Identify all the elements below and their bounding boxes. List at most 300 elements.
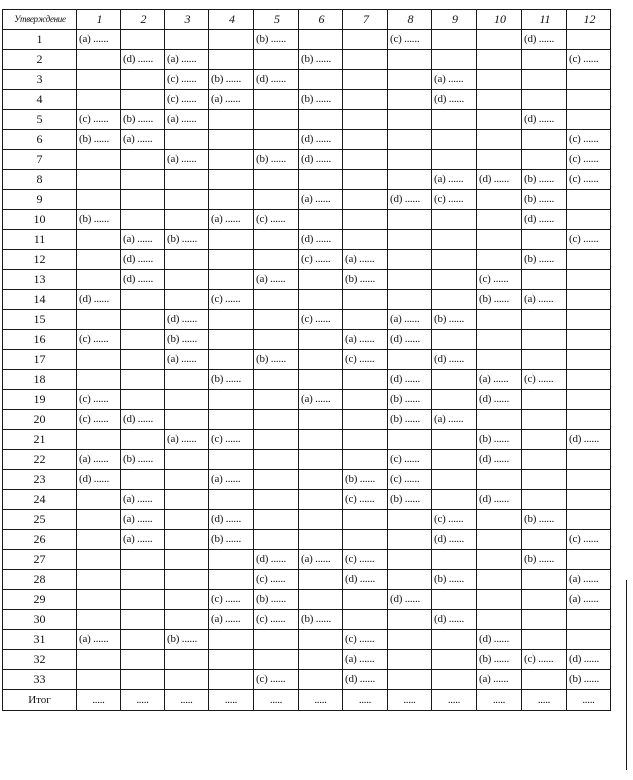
answer-cell[interactable] <box>165 190 209 210</box>
answer-cell[interactable] <box>121 290 165 310</box>
answer-cell[interactable] <box>567 250 611 270</box>
answer-cell[interactable] <box>477 490 522 510</box>
answer-cell[interactable] <box>567 430 611 450</box>
answer-cell[interactable] <box>165 610 209 630</box>
answer-cell[interactable] <box>388 350 432 370</box>
answer-cell[interactable] <box>121 170 165 190</box>
answer-cell[interactable] <box>165 310 209 330</box>
answer-cell[interactable] <box>522 210 567 230</box>
answer-cell[interactable] <box>299 70 343 90</box>
answer-cell[interactable] <box>432 410 477 430</box>
answer-cell[interactable] <box>121 50 165 70</box>
answer-cell[interactable] <box>299 290 343 310</box>
answer-cell[interactable] <box>477 550 522 570</box>
answer-cell[interactable] <box>121 110 165 130</box>
answer-cell[interactable] <box>77 590 121 610</box>
total-cell[interactable] <box>165 690 209 711</box>
answer-cell[interactable] <box>299 310 343 330</box>
answer-cell[interactable] <box>567 290 611 310</box>
answer-cell[interactable] <box>165 350 209 370</box>
answer-cell[interactable] <box>343 670 388 690</box>
answer-cell[interactable] <box>299 130 343 150</box>
answer-cell[interactable] <box>165 430 209 450</box>
answer-cell[interactable] <box>209 490 254 510</box>
answer-cell[interactable] <box>299 490 343 510</box>
answer-cell[interactable] <box>432 630 477 650</box>
answer-cell[interactable] <box>299 270 343 290</box>
answer-cell[interactable] <box>477 30 522 50</box>
answer-cell[interactable] <box>388 90 432 110</box>
answer-cell[interactable] <box>432 510 477 530</box>
answer-cell[interactable] <box>567 630 611 650</box>
answer-cell[interactable] <box>299 650 343 670</box>
answer-cell[interactable] <box>77 230 121 250</box>
answer-cell[interactable] <box>121 210 165 230</box>
answer-cell[interactable] <box>432 590 477 610</box>
answer-cell[interactable] <box>343 570 388 590</box>
answer-cell[interactable] <box>121 670 165 690</box>
answer-cell[interactable] <box>522 470 567 490</box>
answer-cell[interactable] <box>121 590 165 610</box>
total-cell[interactable] <box>209 690 254 711</box>
answer-cell[interactable] <box>77 250 121 270</box>
answer-cell[interactable] <box>165 450 209 470</box>
answer-cell[interactable] <box>209 370 254 390</box>
answer-cell[interactable] <box>209 90 254 110</box>
answer-cell[interactable] <box>165 410 209 430</box>
answer-cell[interactable] <box>165 470 209 490</box>
answer-cell[interactable] <box>121 430 165 450</box>
answer-cell[interactable] <box>77 50 121 70</box>
answer-cell[interactable] <box>77 450 121 470</box>
answer-cell[interactable] <box>254 50 299 70</box>
answer-cell[interactable] <box>522 670 567 690</box>
answer-cell[interactable] <box>522 290 567 310</box>
answer-cell[interactable] <box>121 450 165 470</box>
answer-cell[interactable] <box>343 330 388 350</box>
answer-cell[interactable] <box>209 130 254 150</box>
answer-cell[interactable] <box>77 490 121 510</box>
answer-cell[interactable] <box>121 330 165 350</box>
answer-cell[interactable] <box>209 610 254 630</box>
answer-cell[interactable] <box>522 430 567 450</box>
answer-cell[interactable] <box>522 550 567 570</box>
answer-cell[interactable] <box>567 130 611 150</box>
answer-cell[interactable] <box>209 310 254 330</box>
answer-cell[interactable] <box>121 270 165 290</box>
answer-cell[interactable] <box>209 190 254 210</box>
answer-cell[interactable] <box>567 650 611 670</box>
answer-cell[interactable] <box>432 430 477 450</box>
answer-cell[interactable] <box>432 50 477 70</box>
answer-cell[interactable] <box>477 110 522 130</box>
answer-cell[interactable] <box>388 190 432 210</box>
answer-cell[interactable] <box>432 70 477 90</box>
answer-cell[interactable] <box>165 30 209 50</box>
answer-cell[interactable] <box>567 590 611 610</box>
answer-cell[interactable] <box>165 250 209 270</box>
answer-cell[interactable] <box>299 570 343 590</box>
answer-cell[interactable] <box>254 70 299 90</box>
answer-cell[interactable] <box>432 570 477 590</box>
answer-cell[interactable] <box>567 350 611 370</box>
answer-cell[interactable] <box>522 230 567 250</box>
answer-cell[interactable] <box>477 530 522 550</box>
answer-cell[interactable] <box>77 210 121 230</box>
answer-cell[interactable] <box>77 270 121 290</box>
answer-cell[interactable] <box>77 190 121 210</box>
answer-cell[interactable] <box>522 530 567 550</box>
answer-cell[interactable] <box>432 230 477 250</box>
answer-cell[interactable] <box>121 30 165 50</box>
answer-cell[interactable] <box>121 370 165 390</box>
answer-cell[interactable] <box>343 230 388 250</box>
answer-cell[interactable] <box>121 70 165 90</box>
answer-cell[interactable] <box>209 50 254 70</box>
answer-cell[interactable] <box>388 510 432 530</box>
answer-cell[interactable] <box>388 450 432 470</box>
answer-cell[interactable] <box>522 630 567 650</box>
answer-cell[interactable] <box>121 130 165 150</box>
answer-cell[interactable] <box>299 230 343 250</box>
answer-cell[interactable] <box>567 370 611 390</box>
answer-cell[interactable] <box>477 650 522 670</box>
answer-cell[interactable] <box>77 530 121 550</box>
answer-cell[interactable] <box>567 190 611 210</box>
answer-cell[interactable] <box>209 210 254 230</box>
answer-cell[interactable] <box>165 270 209 290</box>
answer-cell[interactable] <box>209 570 254 590</box>
answer-cell[interactable] <box>567 170 611 190</box>
answer-cell[interactable] <box>209 350 254 370</box>
answer-cell[interactable] <box>209 650 254 670</box>
answer-cell[interactable] <box>165 170 209 190</box>
answer-cell[interactable] <box>388 630 432 650</box>
answer-cell[interactable] <box>299 250 343 270</box>
answer-cell[interactable] <box>121 570 165 590</box>
answer-cell[interactable] <box>209 590 254 610</box>
answer-cell[interactable] <box>522 570 567 590</box>
answer-cell[interactable] <box>254 670 299 690</box>
answer-cell[interactable] <box>77 70 121 90</box>
answer-cell[interactable] <box>388 470 432 490</box>
answer-cell[interactable] <box>254 250 299 270</box>
answer-cell[interactable] <box>432 650 477 670</box>
answer-cell[interactable] <box>77 630 121 650</box>
answer-cell[interactable] <box>388 150 432 170</box>
answer-cell[interactable] <box>343 190 388 210</box>
answer-cell[interactable] <box>121 250 165 270</box>
answer-cell[interactable] <box>522 110 567 130</box>
answer-cell[interactable] <box>77 470 121 490</box>
answer-cell[interactable] <box>121 470 165 490</box>
answer-cell[interactable] <box>254 650 299 670</box>
answer-cell[interactable] <box>522 50 567 70</box>
answer-cell[interactable] <box>165 630 209 650</box>
answer-cell[interactable] <box>388 670 432 690</box>
total-cell[interactable] <box>567 690 611 711</box>
answer-cell[interactable] <box>77 570 121 590</box>
answer-cell[interactable] <box>299 430 343 450</box>
total-cell[interactable] <box>77 690 121 711</box>
answer-cell[interactable] <box>254 110 299 130</box>
answer-cell[interactable] <box>388 490 432 510</box>
answer-cell[interactable] <box>477 250 522 270</box>
answer-cell[interactable] <box>522 30 567 50</box>
answer-cell[interactable] <box>254 270 299 290</box>
answer-cell[interactable] <box>432 370 477 390</box>
answer-cell[interactable] <box>388 290 432 310</box>
answer-cell[interactable] <box>567 470 611 490</box>
answer-cell[interactable] <box>77 170 121 190</box>
answer-cell[interactable] <box>432 270 477 290</box>
answer-cell[interactable] <box>343 390 388 410</box>
answer-cell[interactable] <box>432 290 477 310</box>
answer-cell[interactable] <box>567 310 611 330</box>
answer-cell[interactable] <box>77 550 121 570</box>
answer-cell[interactable] <box>77 290 121 310</box>
answer-cell[interactable] <box>77 390 121 410</box>
answer-cell[interactable] <box>299 590 343 610</box>
answer-cell[interactable] <box>299 370 343 390</box>
answer-cell[interactable] <box>343 30 388 50</box>
answer-cell[interactable] <box>209 550 254 570</box>
answer-cell[interactable] <box>343 350 388 370</box>
answer-cell[interactable] <box>567 570 611 590</box>
answer-cell[interactable] <box>254 350 299 370</box>
answer-cell[interactable] <box>522 270 567 290</box>
answer-cell[interactable] <box>165 510 209 530</box>
answer-cell[interactable] <box>209 670 254 690</box>
total-cell[interactable] <box>121 690 165 711</box>
answer-cell[interactable] <box>522 490 567 510</box>
answer-cell[interactable] <box>388 330 432 350</box>
answer-cell[interactable] <box>567 510 611 530</box>
answer-cell[interactable] <box>567 50 611 70</box>
answer-cell[interactable] <box>209 70 254 90</box>
answer-cell[interactable] <box>432 310 477 330</box>
answer-cell[interactable] <box>254 570 299 590</box>
answer-cell[interactable] <box>165 290 209 310</box>
answer-cell[interactable] <box>209 630 254 650</box>
answer-cell[interactable] <box>299 190 343 210</box>
answer-cell[interactable] <box>522 190 567 210</box>
answer-cell[interactable] <box>522 590 567 610</box>
answer-cell[interactable] <box>343 450 388 470</box>
answer-cell[interactable] <box>299 670 343 690</box>
answer-cell[interactable] <box>388 550 432 570</box>
answer-cell[interactable] <box>165 570 209 590</box>
answer-cell[interactable] <box>77 510 121 530</box>
answer-cell[interactable] <box>477 50 522 70</box>
answer-cell[interactable] <box>165 390 209 410</box>
answer-cell[interactable] <box>567 450 611 470</box>
answer-cell[interactable] <box>477 370 522 390</box>
answer-cell[interactable] <box>567 490 611 510</box>
answer-cell[interactable] <box>121 410 165 430</box>
answer-cell[interactable] <box>254 430 299 450</box>
answer-cell[interactable] <box>567 70 611 90</box>
answer-cell[interactable] <box>254 150 299 170</box>
answer-cell[interactable] <box>477 130 522 150</box>
answer-cell[interactable] <box>121 630 165 650</box>
answer-cell[interactable] <box>432 550 477 570</box>
answer-cell[interactable] <box>165 590 209 610</box>
answer-cell[interactable] <box>432 350 477 370</box>
answer-cell[interactable] <box>121 390 165 410</box>
answer-cell[interactable] <box>477 610 522 630</box>
total-cell[interactable] <box>299 690 343 711</box>
answer-cell[interactable] <box>254 370 299 390</box>
answer-cell[interactable] <box>432 190 477 210</box>
answer-cell[interactable] <box>165 490 209 510</box>
answer-cell[interactable] <box>254 330 299 350</box>
answer-cell[interactable] <box>299 170 343 190</box>
answer-cell[interactable] <box>77 150 121 170</box>
answer-cell[interactable] <box>254 510 299 530</box>
answer-cell[interactable] <box>567 270 611 290</box>
answer-cell[interactable] <box>388 250 432 270</box>
answer-cell[interactable] <box>165 650 209 670</box>
answer-cell[interactable] <box>254 390 299 410</box>
answer-cell[interactable] <box>522 650 567 670</box>
answer-cell[interactable] <box>77 110 121 130</box>
answer-cell[interactable] <box>432 250 477 270</box>
answer-cell[interactable] <box>165 90 209 110</box>
answer-cell[interactable] <box>254 90 299 110</box>
answer-cell[interactable] <box>522 310 567 330</box>
answer-cell[interactable] <box>299 450 343 470</box>
answer-cell[interactable] <box>77 310 121 330</box>
answer-cell[interactable] <box>209 390 254 410</box>
answer-cell[interactable] <box>477 450 522 470</box>
answer-cell[interactable] <box>254 170 299 190</box>
answer-cell[interactable] <box>254 290 299 310</box>
answer-cell[interactable] <box>432 610 477 630</box>
answer-cell[interactable] <box>388 410 432 430</box>
answer-cell[interactable] <box>343 150 388 170</box>
answer-cell[interactable] <box>432 330 477 350</box>
answer-cell[interactable] <box>343 470 388 490</box>
answer-cell[interactable] <box>343 290 388 310</box>
answer-cell[interactable] <box>77 670 121 690</box>
answer-cell[interactable] <box>432 210 477 230</box>
answer-cell[interactable] <box>477 350 522 370</box>
answer-cell[interactable] <box>388 270 432 290</box>
answer-cell[interactable] <box>343 630 388 650</box>
answer-cell[interactable] <box>477 430 522 450</box>
answer-cell[interactable] <box>388 610 432 630</box>
answer-cell[interactable] <box>165 230 209 250</box>
answer-cell[interactable] <box>388 650 432 670</box>
answer-cell[interactable] <box>121 350 165 370</box>
answer-cell[interactable] <box>121 490 165 510</box>
answer-cell[interactable] <box>299 30 343 50</box>
answer-cell[interactable] <box>432 450 477 470</box>
answer-cell[interactable] <box>165 110 209 130</box>
answer-cell[interactable] <box>477 170 522 190</box>
answer-cell[interactable] <box>209 330 254 350</box>
answer-cell[interactable] <box>522 410 567 430</box>
answer-cell[interactable] <box>432 670 477 690</box>
answer-cell[interactable] <box>388 370 432 390</box>
answer-cell[interactable] <box>343 530 388 550</box>
answer-cell[interactable] <box>343 410 388 430</box>
answer-cell[interactable] <box>77 330 121 350</box>
answer-cell[interactable] <box>388 230 432 250</box>
total-cell[interactable] <box>477 690 522 711</box>
answer-cell[interactable] <box>209 450 254 470</box>
answer-cell[interactable] <box>432 390 477 410</box>
answer-cell[interactable] <box>432 170 477 190</box>
answer-cell[interactable] <box>121 90 165 110</box>
answer-cell[interactable] <box>343 50 388 70</box>
answer-cell[interactable] <box>343 550 388 570</box>
answer-cell[interactable] <box>388 390 432 410</box>
answer-cell[interactable] <box>477 210 522 230</box>
answer-cell[interactable] <box>165 330 209 350</box>
answer-cell[interactable] <box>477 470 522 490</box>
answer-cell[interactable] <box>343 250 388 270</box>
answer-cell[interactable] <box>477 510 522 530</box>
answer-cell[interactable] <box>299 150 343 170</box>
answer-cell[interactable] <box>254 130 299 150</box>
answer-cell[interactable] <box>165 130 209 150</box>
answer-cell[interactable] <box>343 610 388 630</box>
answer-cell[interactable] <box>299 550 343 570</box>
answer-cell[interactable] <box>121 650 165 670</box>
answer-cell[interactable] <box>567 110 611 130</box>
answer-cell[interactable] <box>343 490 388 510</box>
answer-cell[interactable] <box>299 350 343 370</box>
answer-cell[interactable] <box>388 570 432 590</box>
total-cell[interactable] <box>388 690 432 711</box>
answer-cell[interactable] <box>477 390 522 410</box>
answer-cell[interactable] <box>77 410 121 430</box>
answer-cell[interactable] <box>254 30 299 50</box>
answer-cell[interactable] <box>299 510 343 530</box>
answer-cell[interactable] <box>567 210 611 230</box>
answer-cell[interactable] <box>432 530 477 550</box>
answer-cell[interactable] <box>121 230 165 250</box>
answer-cell[interactable] <box>388 130 432 150</box>
answer-cell[interactable] <box>254 630 299 650</box>
answer-cell[interactable] <box>77 90 121 110</box>
answer-cell[interactable] <box>165 550 209 570</box>
answer-cell[interactable] <box>477 70 522 90</box>
answer-cell[interactable] <box>121 310 165 330</box>
answer-cell[interactable] <box>522 450 567 470</box>
answer-cell[interactable] <box>388 310 432 330</box>
answer-cell[interactable] <box>121 190 165 210</box>
answer-cell[interactable] <box>121 550 165 570</box>
answer-cell[interactable] <box>343 590 388 610</box>
answer-cell[interactable] <box>522 610 567 630</box>
answer-cell[interactable] <box>254 190 299 210</box>
answer-cell[interactable] <box>388 70 432 90</box>
answer-cell[interactable] <box>388 590 432 610</box>
total-cell[interactable] <box>432 690 477 711</box>
answer-cell[interactable] <box>388 110 432 130</box>
answer-cell[interactable] <box>165 670 209 690</box>
answer-cell[interactable] <box>343 650 388 670</box>
answer-cell[interactable] <box>77 430 121 450</box>
answer-cell[interactable] <box>121 610 165 630</box>
total-cell[interactable] <box>522 690 567 711</box>
answer-cell[interactable] <box>477 270 522 290</box>
answer-cell[interactable] <box>254 590 299 610</box>
answer-cell[interactable] <box>299 530 343 550</box>
